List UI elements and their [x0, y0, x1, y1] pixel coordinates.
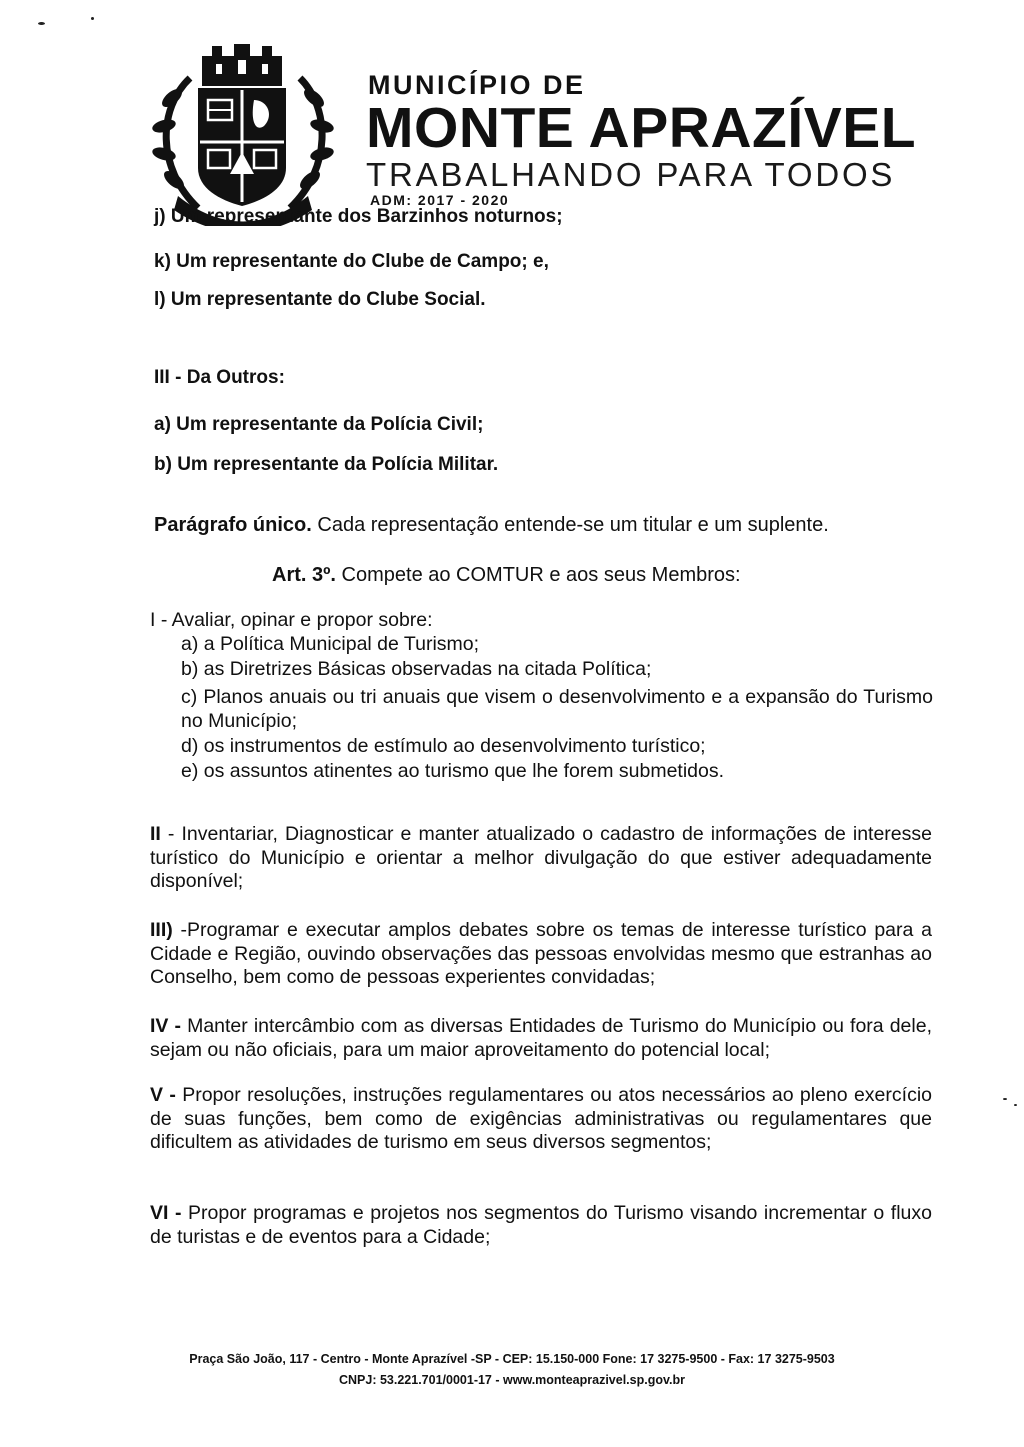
item-i-heading: I - Avaliar, opinar e propor sobre: — [150, 609, 433, 631]
item-vi-text: Propor programas e projetos nos segmentos do Turismo visando incrementar o fluxo de turistas e de eventos para a Cidade; — [150, 1202, 932, 1248]
item-i-a: a) a Política Municipal de Turismo; — [181, 633, 480, 655]
list-item-j: j) Um representante dos Barzinhos noturnos; — [154, 206, 563, 227]
list-item-l: l) Um representante do Clube Social. — [154, 289, 486, 310]
footer-address: Praça São João, 117 - Centro - Monte Aprazível -SP - CEP: 15.150-000 Fone: 17 3275-9500 - Fax: 17 3275-9503 — [189, 1352, 835, 1366]
paragrafo-text: Cada representação entende-se um titular e um suplente. — [317, 514, 829, 536]
item-iii — [150, 919, 932, 990]
item-iv-label: IV - — [150, 1015, 181, 1037]
article-3 — [272, 564, 872, 588]
article-3-label: Art. 3º. — [272, 564, 336, 586]
item-vi — [150, 1202, 932, 1249]
item-i-e: e) os assuntos atinentes ao turismo que lhe forem submetidos. — [181, 760, 725, 782]
item-iv-text: Manter intercâmbio com as diversas Entidades de Turismo do Município ou fora dele, sejam ou não oficiais, para um maior aproveitamento do potencial local; — [150, 1015, 932, 1061]
list-item-k: k) Um representante do Clube de Campo; e, — [154, 251, 549, 272]
article-3-text: Compete ao COMTUR e aos seus Membros: — [341, 564, 741, 586]
header-subtitle: MUNICÍPIO DE — [368, 70, 586, 100]
item-ii-label: II — [150, 823, 161, 845]
paragrafo-unico — [154, 514, 914, 538]
item-iii-label: III) — [150, 919, 173, 941]
item-ii-text: - Inventariar, Diagnosticar e manter atualizado o cadastro de informações de interesse turístico do Município e orientar a melhor divulgação do que estiver adequadamente disponível; — [150, 823, 932, 892]
item-v-text: Propor resoluções, instruções regulamentares ou atos necessários ao pleno exercício de suas funções, bem como de exigências administrativas ou regulamentares que dificultem as atividades de turismo em seus diversos segmentos; — [150, 1084, 932, 1153]
header-tagline: TRABALHANDO PARA TODOS — [366, 156, 896, 193]
item-vi-label: VI - — [150, 1202, 182, 1224]
item-iv — [150, 1015, 932, 1062]
scan-speck — [91, 17, 94, 20]
item-v-label: V - — [150, 1084, 176, 1106]
footer-cnpj-website: CNPJ: 53.221.701/0001-17 - www.monteaprazivel.sp.gov.br — [339, 1373, 685, 1387]
section-iii-item-a: a) Um representante da Polícia Civil; — [154, 414, 484, 435]
section-iii-heading: III - Da Outros: — [154, 367, 285, 388]
scan-speck — [1003, 1098, 1007, 1100]
scan-speck — [1014, 1104, 1017, 1106]
municipal-crest-logo — [150, 38, 335, 226]
item-i-c: c) Planos anuais ou tri anuais que visem o desenvolvimento e a expansão do Turismo no Município; — [181, 686, 933, 732]
item-iii-text: -Programar e executar amplos debates sobre os temas de interesse turístico para a Cidade e Região, ouvindo observações das pessoas envolvidas mesmo que estranhas ao Conselho, bem como de pessoas experientes convidadas; — [150, 919, 932, 988]
scan-speck — [38, 22, 45, 25]
item-i-b: b) as Diretrizes Básicas observadas na citada Política; — [181, 658, 652, 680]
item-i-d: d) os instrumentos de estímulo ao desenvolvimento turístico; — [181, 735, 706, 757]
item-ii — [150, 823, 932, 894]
header-adm: ADM: 2017 - 2020 — [370, 192, 510, 208]
section-iii-item-b: b) Um representante da Polícia Militar. — [154, 454, 499, 475]
header-title: MONTE APRAZÍVEL — [366, 96, 917, 160]
paragrafo-label: Parágrafo único. — [154, 514, 312, 536]
item-v — [150, 1084, 932, 1155]
